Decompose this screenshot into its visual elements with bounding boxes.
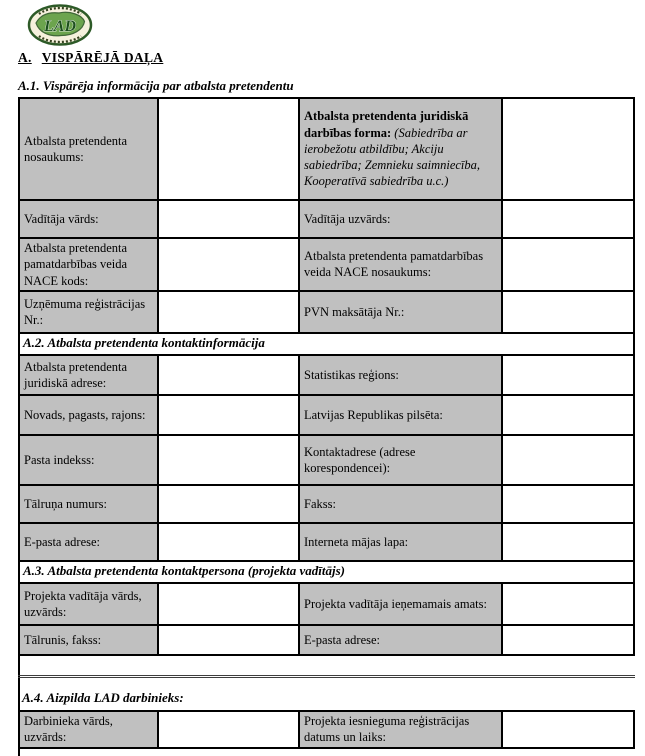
section-a2-title-row <box>19 333 634 355</box>
input-uznemuma-registracijas-nr[interactable] <box>158 291 299 333</box>
label-juridiska-forma <box>299 98 502 200</box>
input-iesnieguma-registracijas-datums[interactable] <box>502 711 634 748</box>
input-statistikas-regions[interactable] <box>502 355 634 395</box>
input-talruna-numurs[interactable] <box>158 485 299 523</box>
table-row <box>19 523 634 561</box>
label-pretendenta-nosaukums: Atbalsta pretendenta nosaukums: <box>19 98 158 200</box>
input-pvn-maksataja-nr[interactable] <box>502 291 634 333</box>
label-talrunis-fakss: Tālrunis, fakss: <box>19 625 158 655</box>
label-juridiska-forma-text: Atbalsta pretendenta juridiskā darbības forma: <box>304 109 469 140</box>
section-a4-title: A.4. Aizpilda LAD darbinieks: <box>22 690 184 705</box>
lad-logo-text: LAD <box>44 18 76 35</box>
label-darbinieka-vards-uzvards: Darbinieka vārds, uzvārds: <box>19 711 158 748</box>
section-a3-title-row <box>19 561 634 583</box>
general-info-table <box>18 97 635 656</box>
input-juridiska-adrese[interactable] <box>158 355 299 395</box>
input-projekta-vaditaja-vards-uzvards[interactable] <box>158 583 299 625</box>
label-epasta-adrese: E-pasta adrese: <box>19 523 158 561</box>
input-kontaktpersonas-epasts[interactable] <box>502 625 634 655</box>
section-a3-title: A.3. Atbalsta pretendenta kontaktpersona (projekta vadītājs) <box>19 561 634 583</box>
input-interneta-majas-lapa[interactable] <box>502 523 634 561</box>
table-row <box>19 355 634 395</box>
label-novads-pagasts-rajons: Novads, pagasts, rajons: <box>19 395 158 435</box>
input-pasta-indekss[interactable] <box>158 435 299 485</box>
lad-staff-table <box>18 710 635 749</box>
table-row <box>19 291 634 333</box>
label-fakss: Fakss: <box>299 485 502 523</box>
label-iesnieguma-registracijas-datums: Projekta iesnieguma reģistrācijas datums un laiks: <box>299 711 502 748</box>
table-row <box>19 395 634 435</box>
table-row <box>19 435 634 485</box>
label-statistikas-regions: Statistikas reģions: <box>299 355 502 395</box>
label-nace-nosaukums: Atbalsta pretendenta pamatdarbības veida NACE nosaukums: <box>299 238 502 291</box>
input-epasta-adrese[interactable] <box>158 523 299 561</box>
label-republikas-pilseta: Latvijas Republikas pilsēta: <box>299 395 502 435</box>
section-a-heading <box>18 50 163 66</box>
input-fakss[interactable] <box>502 485 634 523</box>
label-ienemamais-amats: Projekta vadītāja ieņemamais amats: <box>299 583 502 625</box>
section-a-letter: A. <box>18 50 32 65</box>
label-interneta-majas-lapa: Interneta mājas lapa: <box>299 523 502 561</box>
label-vaditaja-uzvards: Vadītāja uzvārds: <box>299 200 502 238</box>
label-vaditaja-vards: Vadītāja vārds: <box>19 200 158 238</box>
input-vaditaja-vards[interactable] <box>158 200 299 238</box>
input-darbinieka-vards-uzvards[interactable] <box>158 711 299 748</box>
label-talruna-numurs: Tālruņa numurs: <box>19 485 158 523</box>
label-juridiska-adrese: Atbalsta pretendenta juridiskā adrese: <box>19 355 158 395</box>
label-pvn-maksataja-nr: PVN maksātāja Nr.: <box>299 291 502 333</box>
label-kontaktadrese: Kontaktadrese (adrese korespondencei): <box>299 435 502 485</box>
label-nace-kods: Atbalsta pretendenta pamatdarbības veida NACE kods: <box>19 238 158 291</box>
label-projekta-vaditaja-vards-uzvards: Projekta vadītāja vārds, uzvārds: <box>19 583 158 625</box>
input-juridiska-forma[interactable] <box>502 98 634 200</box>
input-nace-kods[interactable] <box>158 238 299 291</box>
lad-logo-image <box>27 4 93 46</box>
table-row <box>19 625 634 655</box>
table-row <box>19 711 634 748</box>
input-talrunis-fakss[interactable] <box>158 625 299 655</box>
section-a2-title: A.2. Atbalsta pretendenta kontaktinformācija <box>19 333 634 355</box>
label-uznemuma-registracijas-nr: Uzņēmuma reģistrācijas Nr.: <box>19 291 158 333</box>
section-a-title: VISPĀRĒJĀ DAĻA <box>41 50 164 65</box>
section-a1-title: A.1. Vispārēja informācija par atbalsta pretendentu <box>18 78 294 93</box>
input-nace-nosaukums[interactable] <box>502 238 634 291</box>
label-juridiska-forma-note: (Sabiedrība ar ierobežotu atbildību; Akciju sabiedrība; Zemnieku saimniecība, Kooperatīvā sabiedrība u.c.) <box>304 125 481 189</box>
table-row <box>19 200 634 238</box>
label-pasta-indekss: Pasta indekss: <box>19 435 158 485</box>
input-pretendenta-nosaukums[interactable] <box>158 98 299 200</box>
input-novads-pagasts-rajons[interactable] <box>158 395 299 435</box>
lad-staff-section <box>18 653 635 756</box>
input-republikas-pilseta[interactable] <box>502 395 634 435</box>
double-rule-divider <box>18 675 635 678</box>
input-ienemamais-amats[interactable] <box>502 583 634 625</box>
table-row <box>19 238 634 291</box>
label-kontaktpersonas-epasts: E-pasta adrese: <box>299 625 502 655</box>
table-row <box>19 485 634 523</box>
lad-logo <box>27 4 93 46</box>
input-kontaktadrese[interactable] <box>502 435 634 485</box>
table-row <box>19 98 634 200</box>
table-row <box>19 583 634 625</box>
input-vaditaja-uzvards[interactable] <box>502 200 634 238</box>
